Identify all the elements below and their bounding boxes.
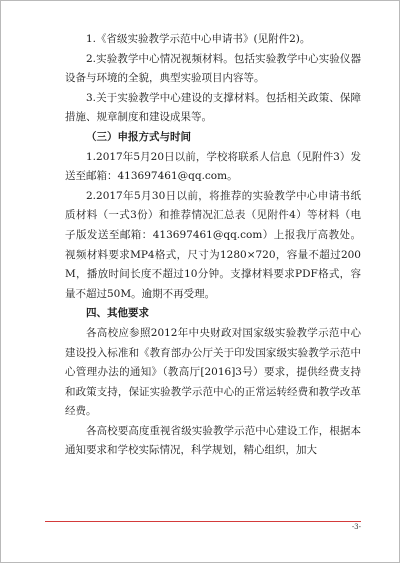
footer-divider [45,521,361,522]
section-heading-application-method: （三）申报方式与时间 [86,130,191,143]
paragraph-funding-support: 各高校应参照2012年中央财政对国家级实验教学示范中心建设投入标准和《教育部办公厅关于印发国家级实验教学示范中心管理办法的通知》（教高厅[2016]3号）要求，提供经费支持和政策支持，保证实验教学示范中心的正常运转经费和教学改革经费。 [65,326,361,418]
paragraph-emphasis: 各高校要高度重视省级实验教学示范中心建设工作，根据本通知要求和学校实际情况，科学规划，精心组织，加大 [65,424,361,457]
paragraph-appendix-2: 1.《省级实验教学示范中心申请书》(见附件2)。 [86,33,311,45]
paragraph-video-materials: 2.实验教学中心情况视频材料。包括实验教学中心实验仪器设备与环境的全貌，典型实验项目内容等。 [65,52,361,85]
paragraph-support-materials: 3.关于实验教学中心建设的支撑材料。包括相关政策、保障措施、规章制度和建设成果等。 [65,91,361,124]
paragraph-submission-deadline: 2.2017年5月30日以前，将推荐的实验教学中心申请书纸质材料（一式3份）和推荐情况汇总表（见附件4）等材料（电子版发送至邮箱：413697461@qq.com）上报我厅高教处。视频材料要求MP4格式，尺寸为1280×720，容量不超过200M，播放时间长度不超过10分钟。支撑材料要求PDF格式，容量不超过50M。逾期不再受理。 [65,189,361,300]
document-body [65,30,361,461]
paragraph-contact-deadline: 1.2017年5月20日以前，学校将联系人信息（见附件3）发送至邮箱：413697461@qq.com。 [65,150,361,183]
page-number: -3- [351,523,361,531]
section-heading-other-requirements: 四、其他要求 [86,307,149,320]
